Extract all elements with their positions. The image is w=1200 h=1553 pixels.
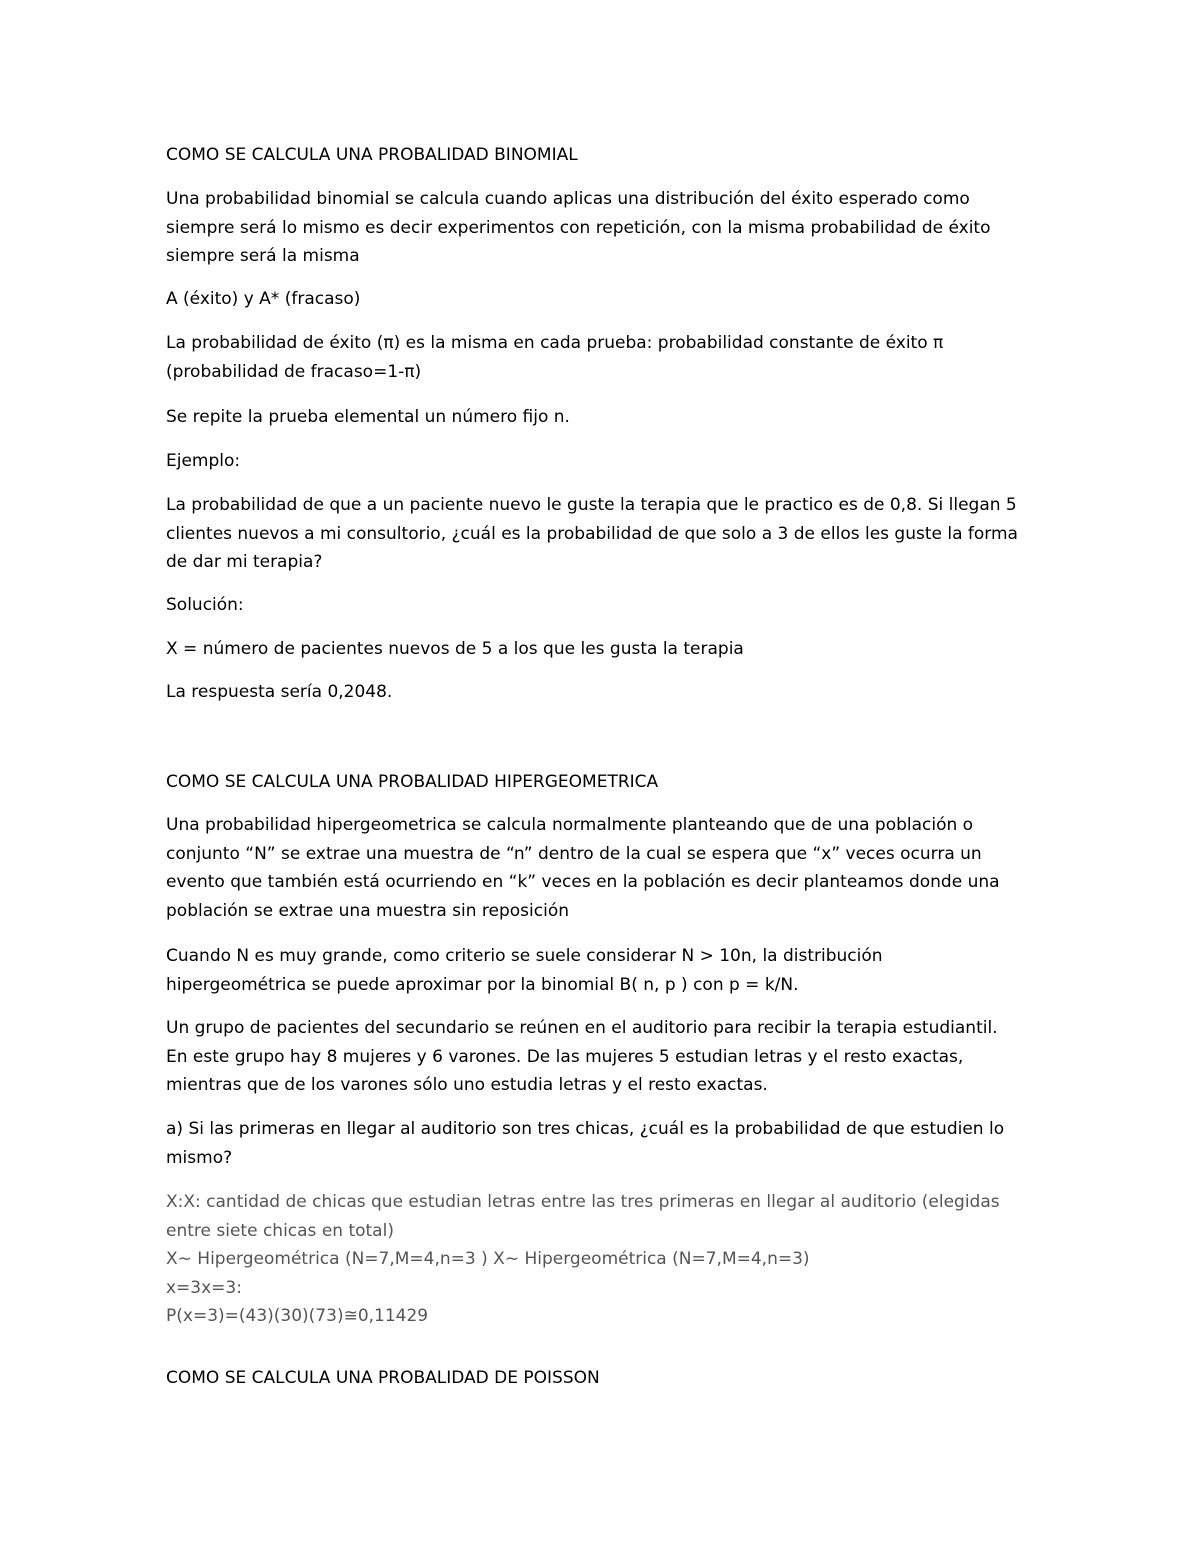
binomial-intro-paragraph (166, 185, 1046, 271)
solution-line: X:X: cantidad de chicas que estudian letras entre las tres primeras en llegar al auditorio (elegidas (166, 1192, 1000, 1212)
paragraph-line: (probabilidad de fracaso=1-π) (166, 361, 422, 382)
section-heading-binomial: COMO SE CALCULA UNA PROBALIDAD BINOMIAL (166, 145, 578, 165)
paragraph-line: La probabilidad de éxito (π) es la misma en cada prueba: probabilidad constante de éxito π (166, 333, 944, 353)
paragraph-line: siempre será lo mismo es decir experimentos con repetición, con la misma probabilidad de éxito (166, 217, 991, 238)
hypergeometric-group-paragraph (166, 1014, 1046, 1100)
paragraph-line: clientes nuevos a mi consultorio, ¿cuál es la probabilidad de que solo a 3 de ellos les guste la forma (166, 523, 1018, 544)
solution-line: entre siete chicas en total) (166, 1220, 394, 1241)
paragraph-line: conjunto “N” se extrae una muestra de “n” dentro de la cual se espera que “x” veces ocurra un (166, 843, 982, 864)
binomial-answer: La respuesta sería 0,2048. (166, 682, 393, 702)
hypergeometric-solution-block (166, 1188, 1046, 1331)
solution-variable: X = número de pacientes nuevos de 5 a los que les gusta la terapia (166, 639, 744, 659)
paragraph-line: siempre será la misma (166, 246, 360, 266)
hypergeometric-approx-paragraph (166, 942, 1046, 999)
paragraph-line: evento que también está ocurriendo en “k” veces en la población es decir planteamos donde una (166, 872, 1000, 892)
paragraph-line: En este grupo hay 8 mujeres y 6 varones. De las mujeres 5 estudian letras y el resto exactas, (166, 1046, 964, 1067)
binomial-constant-paragraph (166, 329, 1046, 386)
paragraph-line: Una probabilidad hipergeometrica se calcula normalmente planteando que de una población o (166, 815, 974, 835)
hypergeometric-intro-paragraph (166, 811, 1046, 925)
paragraph-line: Un grupo de pacientes del secundario se reúnen en el auditorio para recibir la terapia estudiantil. (166, 1018, 998, 1038)
paragraph-line: a) Si las primeras en llegar al auditorio son tres chicas, ¿cuál es la probabilidad de que estudien lo (166, 1119, 1005, 1139)
paragraph-line: Cuando N es muy grande, como criterio se suele considerar N > 10n, la distribución (166, 946, 883, 966)
solution-label: Solución: (166, 595, 244, 615)
paragraph-line: mientras que de los varones sólo uno estudia letras y el resto exactas. (166, 1075, 768, 1095)
solution-line: x=3x=3: (166, 1277, 242, 1298)
paragraph-line: mismo? (166, 1147, 233, 1168)
paragraph-line: de dar mi terapia? (166, 552, 323, 572)
paragraph-line: hipergeométrica se puede aproximar por la binomial B( n, p ) con p = k/N. (166, 974, 799, 995)
paragraph-line: población se extrae una muestra sin reposición (166, 900, 569, 921)
binomial-outcomes: A (éxito) y A* (fracaso) (166, 289, 361, 309)
section-heading-hypergeometric: COMO SE CALCULA UNA PROBALIDAD HIPERGEOMETRICA (166, 772, 659, 792)
binomial-repeat: Se repite la prueba elemental un número fijo n. (166, 407, 570, 427)
example-label: Ejemplo: (166, 451, 241, 471)
paragraph-line: Una probabilidad binomial se calcula cuando aplicas una distribución del éxito esperado como (166, 189, 970, 209)
paragraph-line: La probabilidad de que a un paciente nuevo le guste la terapia que le practico es de 0,8. Si llegan 5 (166, 495, 1017, 515)
section-heading-poisson: COMO SE CALCULA UNA PROBALIDAD DE POISSON (166, 1368, 600, 1388)
hypergeometric-question-paragraph (166, 1115, 1046, 1172)
binomial-example-paragraph (166, 491, 1046, 577)
solution-line: P(x=3)=(43)(30)(73)≅0,11429 (166, 1306, 429, 1326)
solution-line: X∼ Hipergeométrica (N=7,M=4,n=3 ) X∼ Hipergeométrica (N=7,M=4,n=3) (166, 1249, 810, 1269)
